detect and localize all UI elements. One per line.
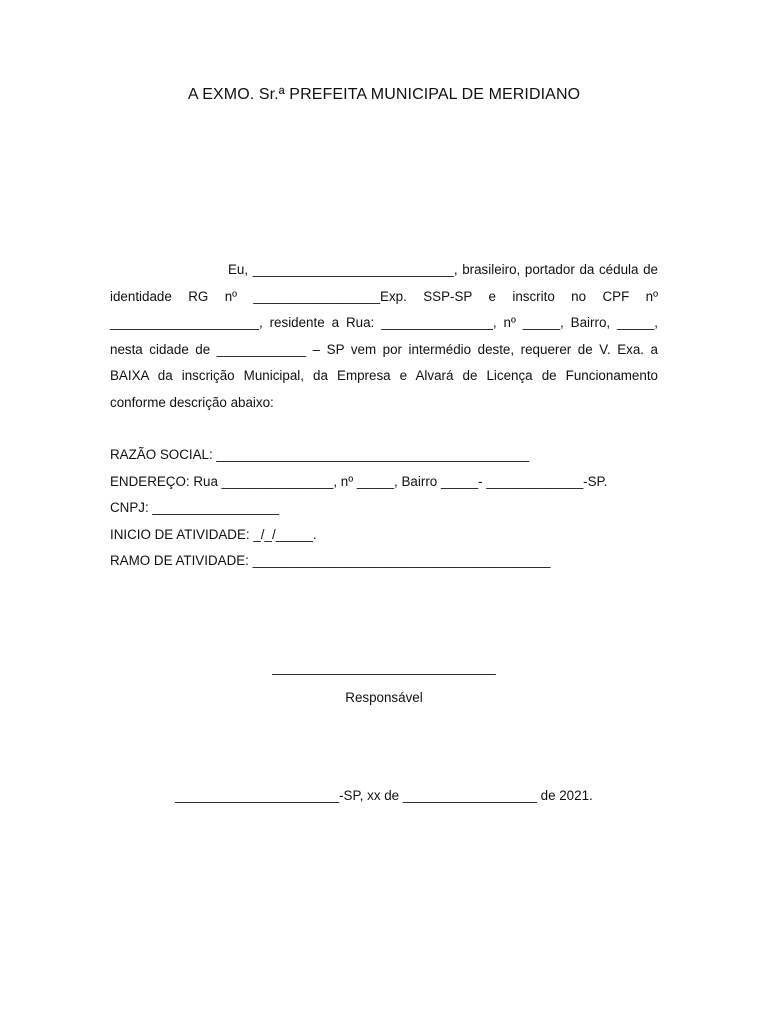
place-date-line: ______________________-SP, xx de __________________ de 2021. [175,788,593,803]
request-paragraph-text: Eu, ___________________________, brasileiro, portador da cédula de identidade RG nº _________________Exp. SSP-SP e inscrito no CPF nº ____________________, residente a Rua: _______________, nº _____, Bairro, _____, nesta cidade de ____________ – SP vem por intermédio deste, requerer de V. Exa. a BAIXA da inscrição Municipal, da Empresa e Alvará de Licença de Funcionamento conforme descrição abaixo: [110,262,658,410]
razao-social-field: RAZÃO SOCIAL: __________________________________________ [110,447,530,462]
ramo-atividade-field: RAMO DE ATIVIDADE: ________________________________________ [110,553,551,569]
document-title: A EXMO. Sr.ª PREFEITA MUNICIPAL DE MERIDIANO [187,86,581,103]
request-paragraph [110,257,658,417]
signature-label: Responsável [345,690,423,705]
endereco-field: ENDEREÇO: Rua _______________, nº _____, Bairro _____- _____________-SP. [110,473,608,489]
inicio-atividade-field: INICIO DE ATIVIDADE: _/_/_____. [110,526,317,542]
company-fields [110,442,670,575]
signature-line: ______________________________ [272,660,496,675]
cnpj-field: CNPJ: _________________ [110,500,280,516]
